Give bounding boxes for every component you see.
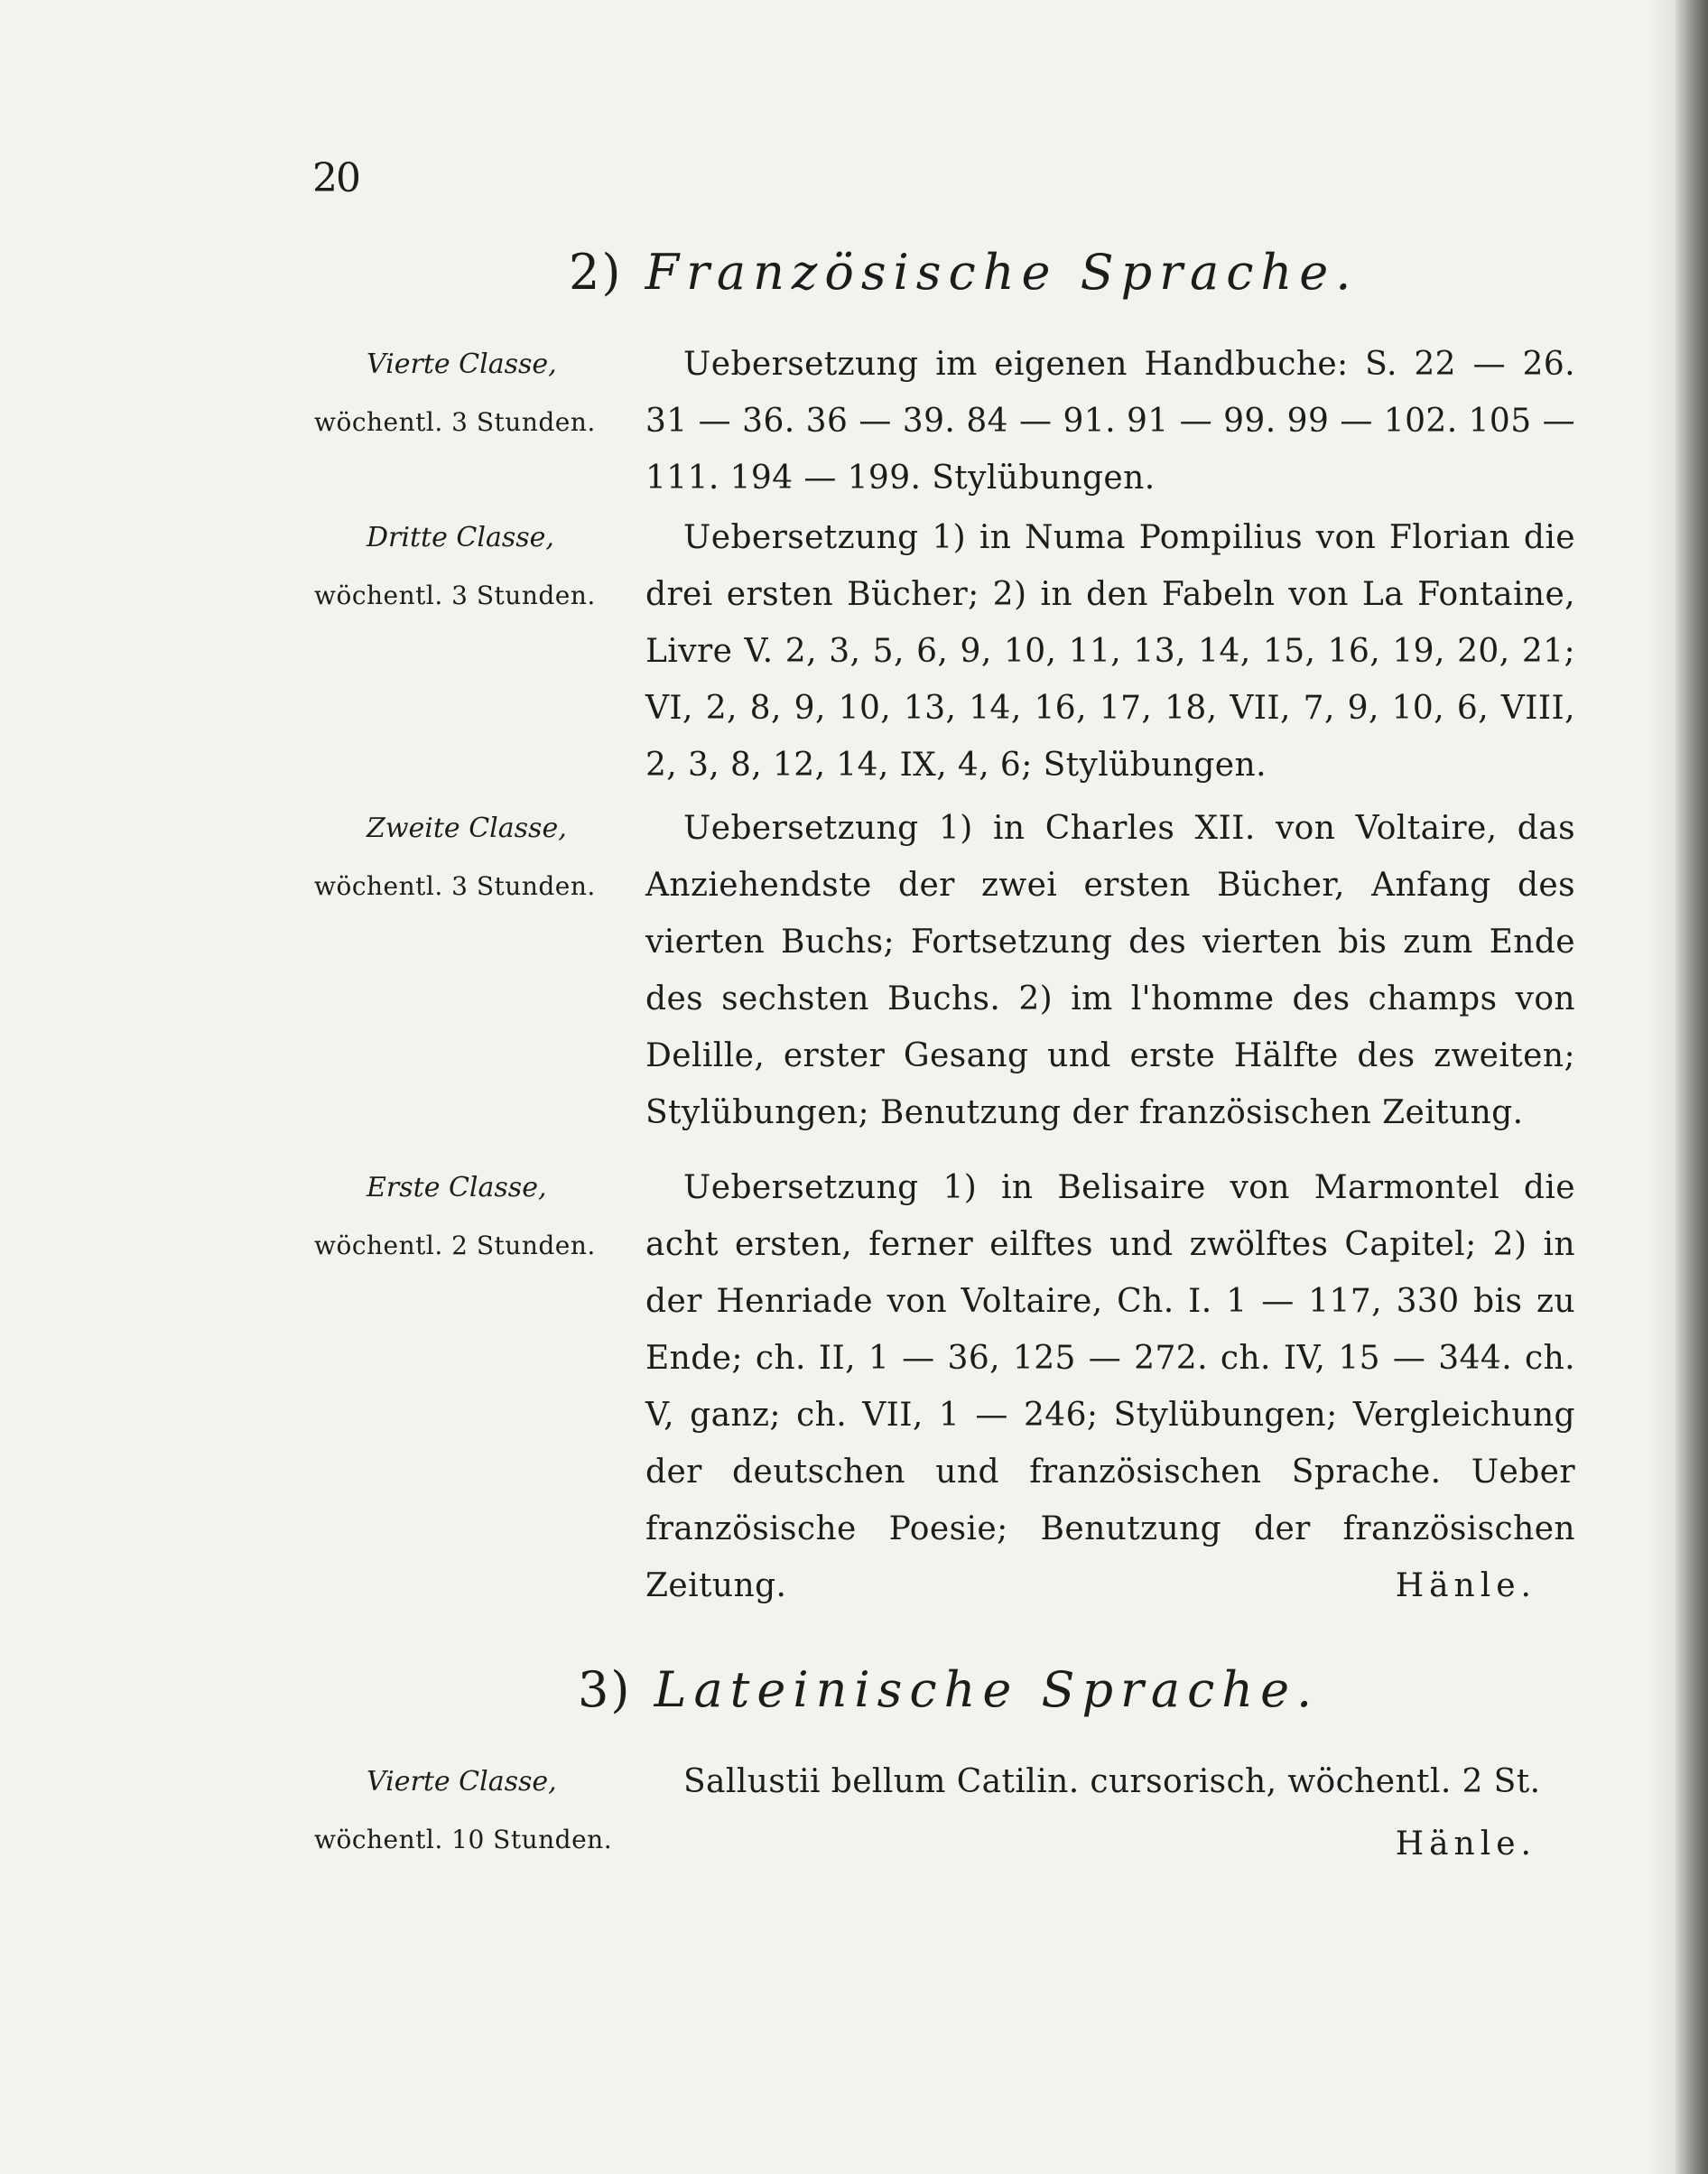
section-title: Lateinische Sprache. [654,1661,1320,1718]
class-hours: wöchentl. 2 Stunden. [314,1231,596,1260]
class-name: Zweite Classe, [367,813,567,844]
entry-text: Uebersetzung 1) in Charles XII. von Voltaire, das Anziehendste der zwei ersten Bücher, Anfang des vierten Buchs; Fortsetzung des vierten bis zum Ende des sechsten Buchs. 2) im l'homme des champs von Delille, erster Gesang und erste Hälfte des zweiten; Stylübungen; Benutzung der französischen Zeitung. [645,810,1575,1131]
class-name: Vierte Classe, [367,348,557,380]
class-hours: wöchentl. 3 Stunden. [314,407,596,437]
page-number: 20 [312,155,359,201]
section-number: 3) [578,1661,632,1718]
section-heading-latin [0,1661,1708,1718]
entry-text: Sallustii bellum Catilin. cursorisch, wöchentl. 2 St. [683,1763,1541,1800]
class-hours: wöchentl. 3 Stunden. [314,581,596,610]
class-label-block [314,336,626,451]
section-heading-french [0,244,1708,301]
section-title: Französische Sprache. [645,244,1359,301]
signature: Hänle. [1395,1826,1536,1863]
page-gutter-shadow [1648,0,1676,2174]
class-name: Vierte Classe, [367,1766,557,1798]
entry-text: Uebersetzung 1) in Numa Pompilius von Florian die drei ersten Bücher; 2) in den Fabeln von La Fontaine, Livre V. 2, 3, 5, 6, 9, 10, 11, 13, 14, 15, 16, 19, 20, 21; VI, 2, 8, 9, 10, 13, 14, 16, 17, 18, VII, 7, 9, 10, 6, VIII, 2, 3, 8, 12, 14, IX, 4, 6; Stylübungen. [645,519,1575,784]
entry-text: Uebersetzung 1) in Belisaire von Marmontel die acht ersten, ferner eilftes und zwölftes Capitel; 2) in der Henriade von Voltaire, Ch. I. 1 — 117, 330 bis zu Ende; ch. II, 1 — 36, 125 — 272. ch. IV, 15 — 344. ch. V, ganz; ch. VII, 1 — 246; Stylübungen; Vergleichung der deutschen und französischen Sprache. Ueber französische Poesie; Benutzung der französischen Zeitung. [645,1169,1575,1604]
class-label-block [314,1159,626,1275]
class-label-block [314,1753,626,1869]
class-name: Erste Classe, [367,1172,547,1203]
signature: Hänle. [1395,1567,1536,1604]
page-edge [1676,0,1708,2174]
class-label-block [314,509,626,625]
class-name: Dritte Classe, [367,522,554,553]
class-hours: wöchentl. 10 Stunden. [314,1825,613,1854]
class-label-block [314,800,626,915]
entry-text: Uebersetzung im eigenen Handbuche: S. 22 — 26. 31 — 36. 36 — 39. 84 — 91. 91 — 99. 99 — 102. 105 — 111. 194 — 199. Stylübungen. [645,346,1575,497]
class-hours: wöchentl. 3 Stunden. [314,871,596,901]
section-number: 2) [569,244,623,301]
